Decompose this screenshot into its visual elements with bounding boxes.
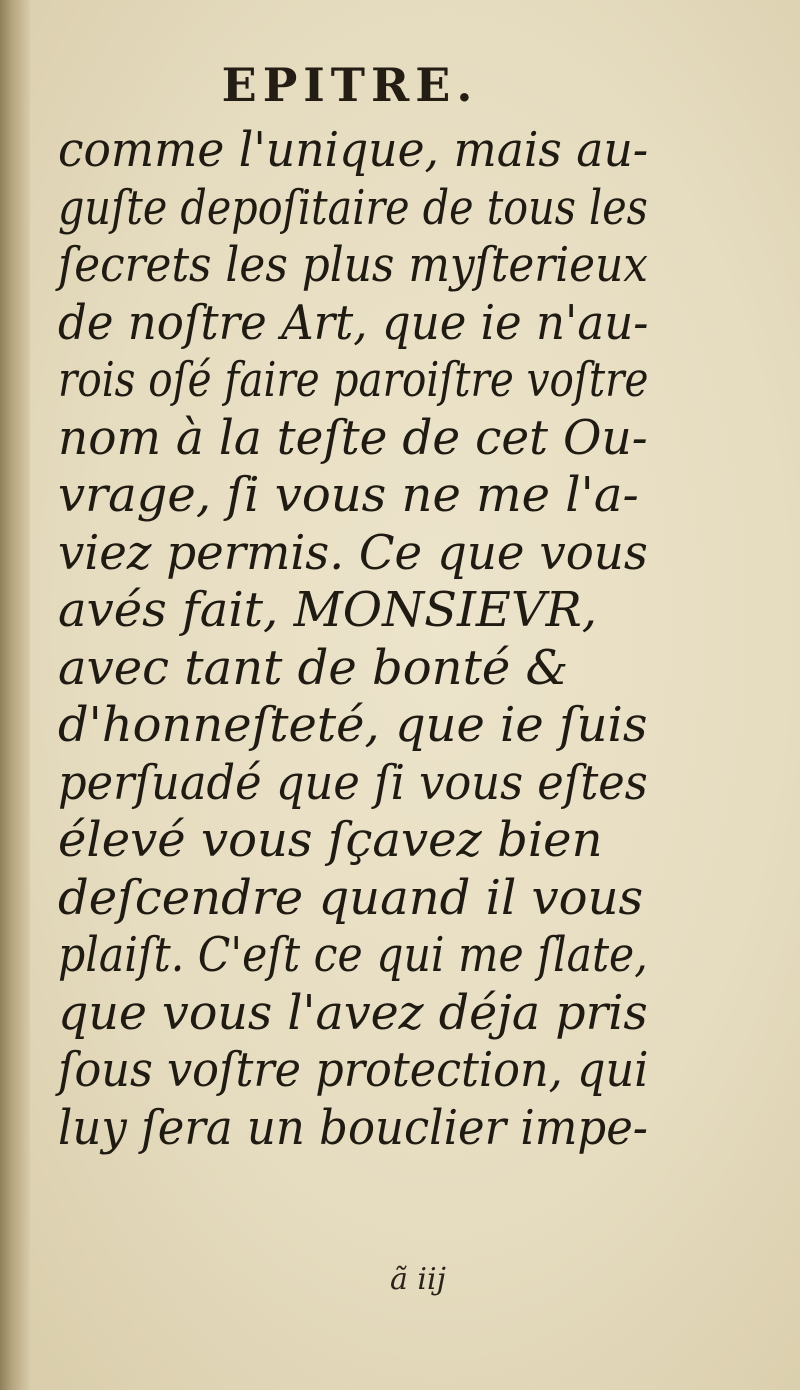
signature-mark: ã iij xyxy=(390,1262,446,1297)
text-line: luy ſera un bouclier impe- xyxy=(58,1099,649,1156)
text-line: ſecrets les plus myſterieux xyxy=(58,237,648,293)
text-line: vrage, ſi vous ne me l'a- xyxy=(58,467,639,523)
text-line: d'honneſteté, que ie ſuis xyxy=(58,697,648,753)
text-line: que vous l'avez déja pris xyxy=(58,984,648,1041)
text-line: ſous voſtre protection, qui xyxy=(58,1042,649,1098)
page-gutter-shadow xyxy=(0,0,30,1390)
page-header: EPITRE. xyxy=(221,58,479,112)
text-line: de noſtre Art, que ie n'au- xyxy=(58,294,649,351)
text-line: avés fait, MONSIEVR, xyxy=(58,582,598,638)
text-line: comme l'unique, mais au- xyxy=(58,122,649,178)
text-line: plaiſt. C'eſt ce qui me ſlate, xyxy=(58,927,648,983)
text-line: avec tant de bonté & xyxy=(58,639,569,696)
text-line: nom à la teſte de cet Ou- xyxy=(58,409,648,466)
body-text xyxy=(58,122,658,1157)
text-line: perſuadé que ſi vous eſtes xyxy=(58,754,648,811)
text-line: rois oſé faire paroiſtre voſtre xyxy=(58,352,649,408)
text-line: viez permis. Ce que vous xyxy=(58,524,648,581)
text-line: élevé vous ſçavez bien xyxy=(58,812,603,868)
text-line: guſte depoſitaire de tous les xyxy=(58,179,648,236)
text-line: deſcendre quand il vous xyxy=(58,869,644,926)
